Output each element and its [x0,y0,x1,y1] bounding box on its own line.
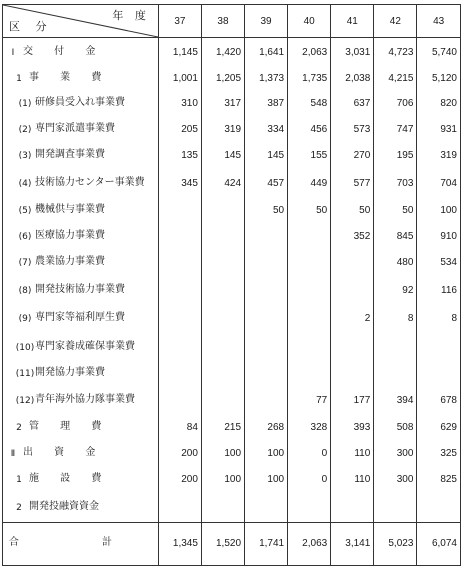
table-row [3,91,460,117]
value-cell-40 [288,250,331,276]
row-label: 技術協力センター事業費 [35,176,145,188]
value-cell-41: 3,031 [331,38,374,67]
value-cell-42: 50 [374,198,417,224]
row-label-cell [3,117,158,143]
row-number: (12) [15,395,35,406]
budget-table-frame [2,4,461,566]
value-cell-40 [288,276,331,305]
value-cell-38: 424 [201,169,244,198]
year-header-42: 42 [374,5,417,38]
value-cell-43: 5,120 [417,67,460,91]
row-label-cell [3,441,158,467]
value-cell-40: 449 [288,169,331,198]
value-cell-43: 910 [417,224,460,250]
value-cell-38: 100 [201,441,244,467]
row-number: (7) [18,258,32,268]
value-cell-37 [158,224,201,250]
table-row [3,143,460,169]
total-value-38: 1,520 [201,523,244,565]
year-header-43: 43 [417,5,460,38]
value-cell-42: 4,723 [374,38,417,67]
row-label: 研修員受入れ事業費 [35,97,125,108]
value-cell-42: 480 [374,250,417,276]
row-number: (3) [18,151,32,161]
year-header-38: 38 [201,5,244,38]
value-cell-42: 300 [374,467,417,493]
value-cell-37: 1,145 [158,38,201,67]
row-number: (4) [18,178,32,189]
total-row [3,523,460,565]
value-cell-41 [331,276,374,305]
value-cell-41 [331,362,374,386]
value-cell-43: 325 [417,441,460,467]
row-label-cell [3,386,158,415]
value-cell-39: 1,373 [245,67,288,91]
table-row [3,224,460,250]
row-label-cell [3,38,158,67]
value-cell-43 [417,493,460,523]
row-label-cell [3,224,158,250]
row-label: 専門家派遣事業費 [35,123,115,134]
value-cell-37 [158,276,201,305]
value-cell-37: 205 [158,117,201,143]
row-label: 専門家養成確保事業費 [35,340,135,352]
header-row [3,5,460,38]
value-cell-42: 703 [374,169,417,198]
value-cell-37: 200 [158,441,201,467]
value-cell-37 [158,362,201,386]
value-cell-37: 310 [158,91,201,117]
value-cell-41 [331,250,374,276]
value-cell-41: 50 [331,198,374,224]
table-row [3,38,460,67]
table-row [3,276,460,305]
row-label-cell [3,305,158,333]
row-label: 機械供与事業費 [35,204,105,215]
table-row [3,493,460,523]
value-cell-42 [374,362,417,386]
value-cell-42: 195 [374,143,417,169]
value-cell-40: 548 [288,91,331,117]
value-cell-37 [158,386,201,415]
value-cell-40: 50 [288,198,331,224]
total-value-43: 6,074 [417,523,460,565]
table-row [3,67,460,91]
row-label: 管 理 費 [29,421,111,432]
value-cell-43: 5,740 [417,38,460,67]
value-cell-41 [331,333,374,362]
row-label: 交 付 金 [23,45,105,57]
value-cell-37: 1,001 [158,67,201,91]
value-cell-42: 8 [374,305,417,333]
row-number: (2) [18,125,32,135]
value-cell-41: 637 [331,91,374,117]
value-cell-38: 317 [201,91,244,117]
row-label-cell [3,91,158,117]
value-cell-43: 629 [417,415,460,441]
value-cell-40: 77 [288,386,331,415]
value-cell-39: 457 [245,169,288,198]
value-cell-41: 2,038 [331,67,374,91]
value-cell-41 [331,493,374,523]
row-number: (5) [18,206,32,216]
row-label-cell [3,67,158,91]
value-cell-37 [158,198,201,224]
value-cell-42 [374,493,417,523]
row-label: 医療協力事業費 [35,230,105,241]
value-cell-37 [158,333,201,362]
value-cell-43 [417,333,460,362]
value-cell-40: 0 [288,467,331,493]
value-cell-38: 215 [201,415,244,441]
row-number: (1) [18,99,32,109]
table-row [3,441,460,467]
value-cell-39: 387 [245,91,288,117]
value-cell-40: 456 [288,117,331,143]
value-cell-40 [288,224,331,250]
value-cell-39 [245,362,288,386]
row-number: (8) [18,285,32,296]
value-cell-37: 200 [158,467,201,493]
table-row [3,305,460,333]
table-body [3,38,460,565]
total-value-42: 5,023 [374,523,417,565]
row-number: 1 [16,475,22,485]
total-value-41: 3,141 [331,523,374,565]
row-number: 2 [16,502,22,513]
value-cell-38: 145 [201,143,244,169]
value-cell-38 [201,198,244,224]
row-number: (11) [15,369,35,379]
value-cell-42: 394 [374,386,417,415]
value-cell-38 [201,386,244,415]
row-label: 開発投融資資金 [29,500,99,512]
row-label-cell [3,415,158,441]
row-number: Ⅰ [11,47,15,58]
value-cell-39 [245,493,288,523]
budget-table [3,5,460,565]
value-cell-38 [201,333,244,362]
value-cell-41: 352 [331,224,374,250]
row-number: (9) [18,314,32,324]
table-row [3,117,460,143]
row-label: 開発技術協力事業費 [35,283,125,295]
value-cell-42 [374,333,417,362]
value-cell-38 [201,224,244,250]
value-cell-40: 155 [288,143,331,169]
value-cell-38: 1,205 [201,67,244,91]
value-cell-40: 0 [288,441,331,467]
value-cell-43: 704 [417,169,460,198]
value-cell-39 [245,333,288,362]
row-label: 開発協力事業費 [35,367,105,378]
value-cell-42: 92 [374,276,417,305]
value-cell-38 [201,305,244,333]
value-cell-42: 508 [374,415,417,441]
value-cell-42: 300 [374,441,417,467]
value-cell-38: 319 [201,117,244,143]
value-cell-39: 100 [245,467,288,493]
total-value-40: 2,063 [288,523,331,565]
value-cell-38 [201,276,244,305]
value-cell-41: 577 [331,169,374,198]
row-number: Ⅱ [10,449,16,459]
row-label: 事 業 費 [29,72,111,83]
value-cell-39 [245,276,288,305]
row-label-cell [3,493,158,523]
value-cell-40 [288,493,331,523]
value-cell-43: 825 [417,467,460,493]
row-number: (6) [18,232,32,242]
value-cell-39: 1,641 [245,38,288,67]
total-label: 合 計 [8,537,152,549]
row-label-cell [3,169,158,198]
value-cell-39: 50 [245,198,288,224]
total-value-37: 1,345 [158,523,201,565]
category-header-label: 区 分 [9,20,53,33]
value-cell-40 [288,362,331,386]
total-value-39: 1,741 [245,523,288,565]
value-cell-42: 845 [374,224,417,250]
value-cell-41: 2 [331,305,374,333]
year-header-40: 40 [288,5,331,38]
value-cell-43: 820 [417,91,460,117]
table-row [3,386,460,415]
year-header-39: 39 [245,5,288,38]
table-row [3,250,460,276]
header-corner-cell [3,5,158,38]
value-cell-43: 319 [417,143,460,169]
value-cell-38 [201,250,244,276]
row-label-cell [3,362,158,386]
row-number: 1 [16,74,22,84]
value-cell-37 [158,493,201,523]
value-cell-38: 100 [201,467,244,493]
value-cell-41: 270 [331,143,374,169]
row-label: 出 資 金 [23,447,105,458]
row-label: 開発調査事業費 [35,149,105,160]
value-cell-40: 2,063 [288,38,331,67]
value-cell-40 [288,305,331,333]
value-cell-41: 110 [331,467,374,493]
row-label-cell [3,276,158,305]
row-label-cell [3,250,158,276]
table-row [3,467,460,493]
value-cell-38 [201,362,244,386]
row-label-cell [3,143,158,169]
total-label-cell [3,523,158,565]
value-cell-38 [201,493,244,523]
row-label: 農業協力事業費 [35,256,105,267]
value-cell-39 [245,386,288,415]
value-cell-43: 534 [417,250,460,276]
row-number: (10) [15,342,35,353]
value-cell-39 [245,224,288,250]
value-cell-43: 100 [417,198,460,224]
row-label-cell [3,198,158,224]
value-cell-39: 268 [245,415,288,441]
value-cell-42: 4,215 [374,67,417,91]
value-cell-39: 100 [245,441,288,467]
value-cell-41: 177 [331,386,374,415]
row-label-cell [3,333,158,362]
value-cell-40: 1,735 [288,67,331,91]
row-label: 専門家等福利厚生費 [35,312,125,323]
value-cell-39 [245,250,288,276]
table-row [3,362,460,386]
value-cell-41: 393 [331,415,374,441]
value-cell-39 [245,305,288,333]
row-label: 青年海外協力隊事業費 [35,393,135,405]
value-cell-41: 573 [331,117,374,143]
value-cell-37: 135 [158,143,201,169]
value-cell-43 [417,362,460,386]
value-cell-39: 145 [245,143,288,169]
value-cell-40: 328 [288,415,331,441]
row-number: 2 [16,423,22,433]
table-row [3,415,460,441]
year-header-label: 年 度 [112,9,150,22]
table-row [3,169,460,198]
value-cell-38: 1,420 [201,38,244,67]
value-cell-37 [158,305,201,333]
table-row [3,333,460,362]
value-cell-43: 116 [417,276,460,305]
year-header-41: 41 [331,5,374,38]
value-cell-39: 334 [245,117,288,143]
value-cell-37: 345 [158,169,201,198]
value-cell-37 [158,250,201,276]
value-cell-42: 706 [374,91,417,117]
value-cell-43: 678 [417,386,460,415]
value-cell-41: 110 [331,441,374,467]
table-row [3,198,460,224]
year-header-37: 37 [158,5,201,38]
row-label-cell [3,467,158,493]
value-cell-43: 931 [417,117,460,143]
value-cell-40 [288,333,331,362]
value-cell-37: 84 [158,415,201,441]
value-cell-42: 747 [374,117,417,143]
value-cell-43: 8 [417,305,460,333]
row-label: 施 設 費 [29,473,111,484]
